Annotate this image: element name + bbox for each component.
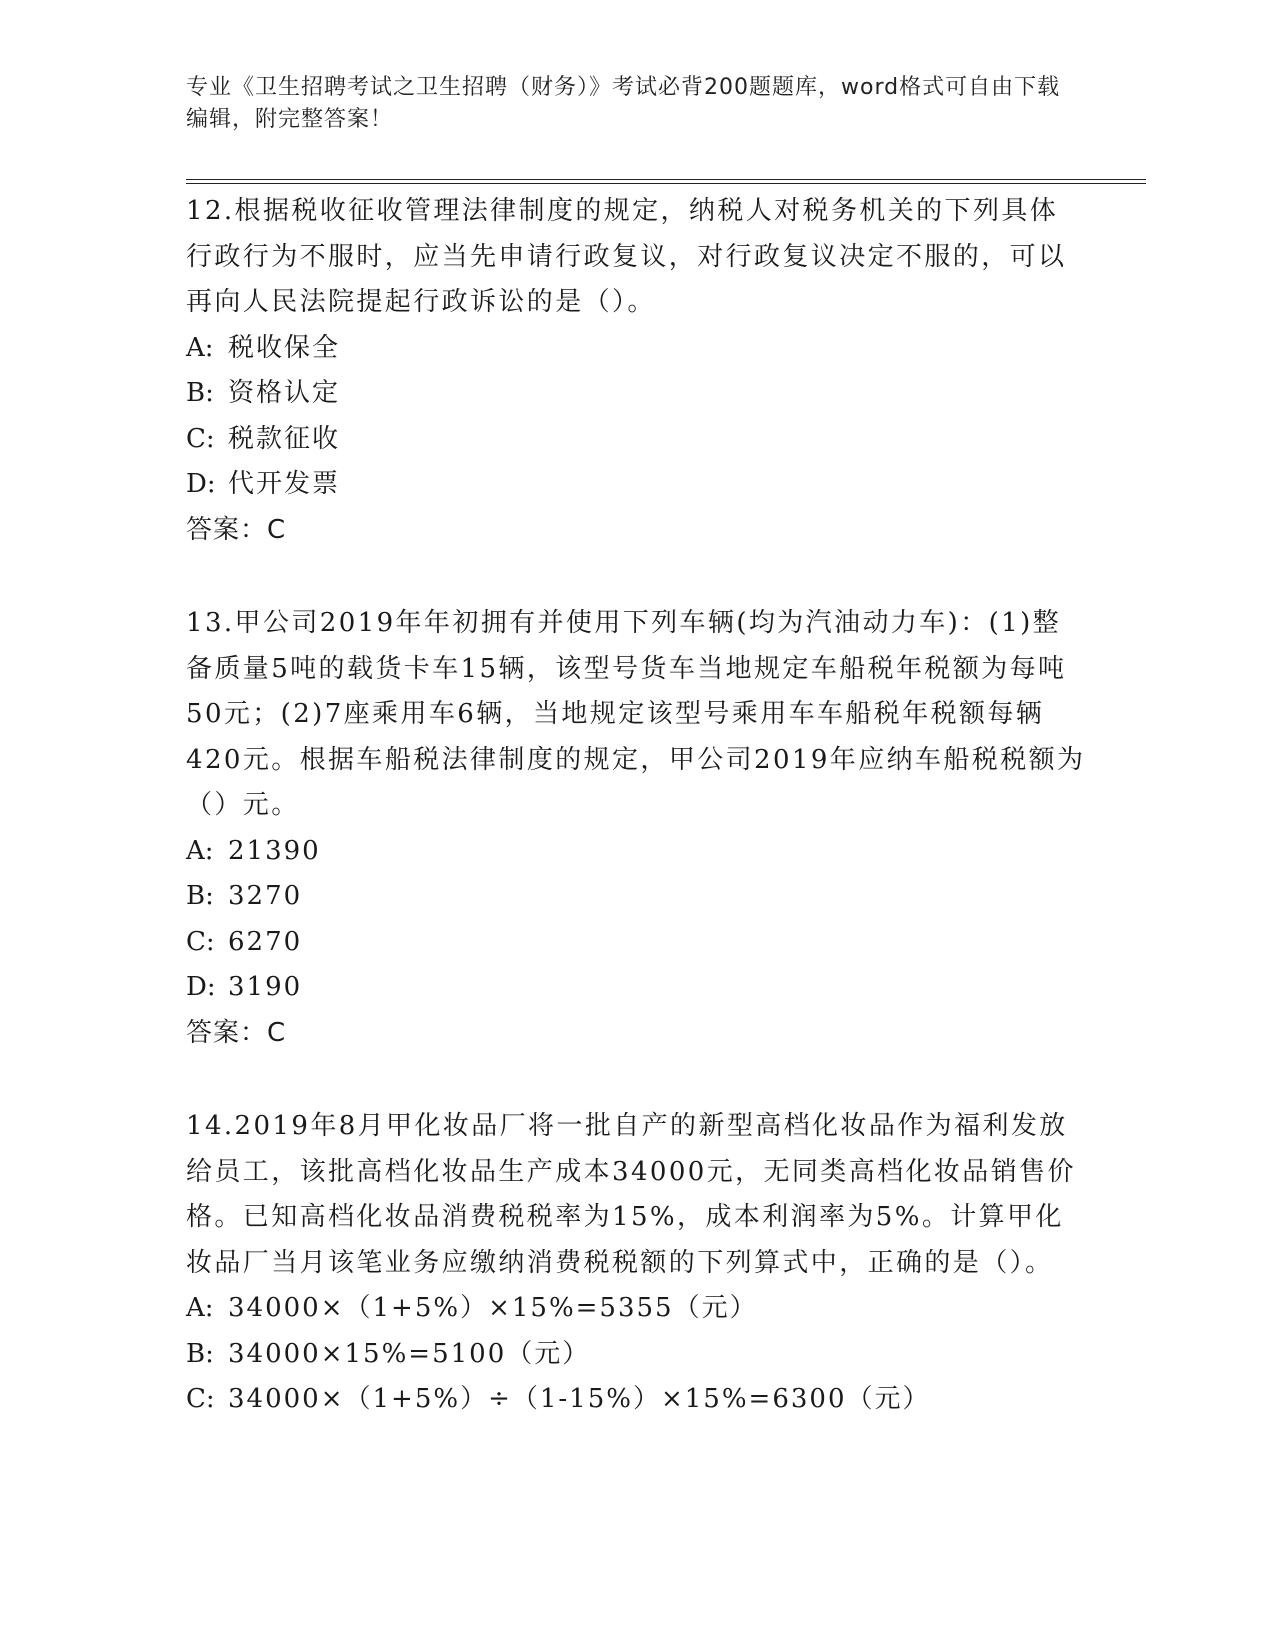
- option-a: [186, 829, 1086, 875]
- option-key: B:: [186, 1338, 214, 1369]
- question-stem: 13.甲公司2019年年初拥有并使用下列车辆(均为汽油动力车)：(1)整备质量5吨的载货卡车15辆，该型号货车当地规定车船税年税额为每吨50元；(2)7座乘用车6辆，当地规定该型号乘用车车船税年税额每辆420元。根据车船税法律制度的规定，甲公司2019年应纳车船税税额为（）元。: [186, 608, 1086, 820]
- answer-line: 答案：C: [186, 1017, 287, 1048]
- answer-line: 答案：C: [186, 514, 287, 545]
- option-text: 34000×（1+5%）÷（1-15%）×15%=6300（元）: [228, 1384, 931, 1414]
- page-header: 专业《卫生招聘考试之卫生招聘（财务）》考试必背200题题库，word格式可自由下载编辑，附完整答案！: [186, 75, 1061, 132]
- option-text: 资格认定: [228, 378, 341, 408]
- option-key: D:: [186, 972, 216, 1002]
- option-b: [186, 371, 1086, 417]
- option-key: C:: [186, 926, 215, 957]
- option-key: B:: [186, 378, 214, 408]
- option-text: 6270: [228, 926, 303, 957]
- option-key: B:: [186, 881, 214, 911]
- option-text: 3270: [228, 881, 303, 911]
- option-d: [186, 965, 1086, 1011]
- option-c: [186, 920, 1086, 966]
- question-13: [186, 601, 1086, 1056]
- header-rule-thick: [186, 179, 1146, 180]
- option-text: 税收保全: [228, 332, 341, 363]
- question-stem: 14.2019年8月甲化妆品厂将一批自产的新型高档化妆品作为福利发放给员工，该批高档化妆品生产成本34000元，无同类高档化妆品销售价格。已知高档化妆品消费税税率为15%，成本利润率为5%。计算甲化妆品厂当月该笔业务应缴纳消费税税额的下列算式中，正确的是（）。: [186, 1111, 1076, 1278]
- option-b: [186, 1332, 1086, 1378]
- option-key: A:: [186, 1293, 214, 1323]
- option-d: [186, 462, 1086, 508]
- option-key: A:: [186, 332, 214, 363]
- option-c: [186, 1377, 1086, 1423]
- option-b: [186, 874, 1086, 920]
- option-a: [186, 1286, 1086, 1332]
- option-c: [186, 417, 1086, 463]
- question-stem: 12.根据税收征收管理法律制度的规定，纳税人对税务机关的下列具体行政行为不服时，应当先申请行政复议，对行政复议决定不服的，可以再向人民法院提起行政诉讼的是（）。: [186, 196, 1067, 317]
- option-a: [186, 326, 1086, 372]
- option-text: 3190: [228, 972, 303, 1002]
- question-list: [186, 189, 1086, 1471]
- option-key: D:: [186, 469, 216, 499]
- option-key: A:: [186, 835, 214, 866]
- option-key: C:: [186, 423, 215, 454]
- option-text: 代开发票: [228, 469, 341, 499]
- option-text: 34000×（1+5%）×15%=5355（元）: [228, 1293, 758, 1323]
- question-12: [186, 189, 1086, 553]
- option-key: C:: [186, 1384, 215, 1414]
- question-14: [186, 1104, 1086, 1423]
- option-text: 34000×15%=5100（元）: [228, 1338, 591, 1369]
- option-text: 税款征收: [228, 423, 341, 454]
- option-text: 21390: [228, 835, 321, 866]
- header-rule-thin: [186, 183, 1146, 184]
